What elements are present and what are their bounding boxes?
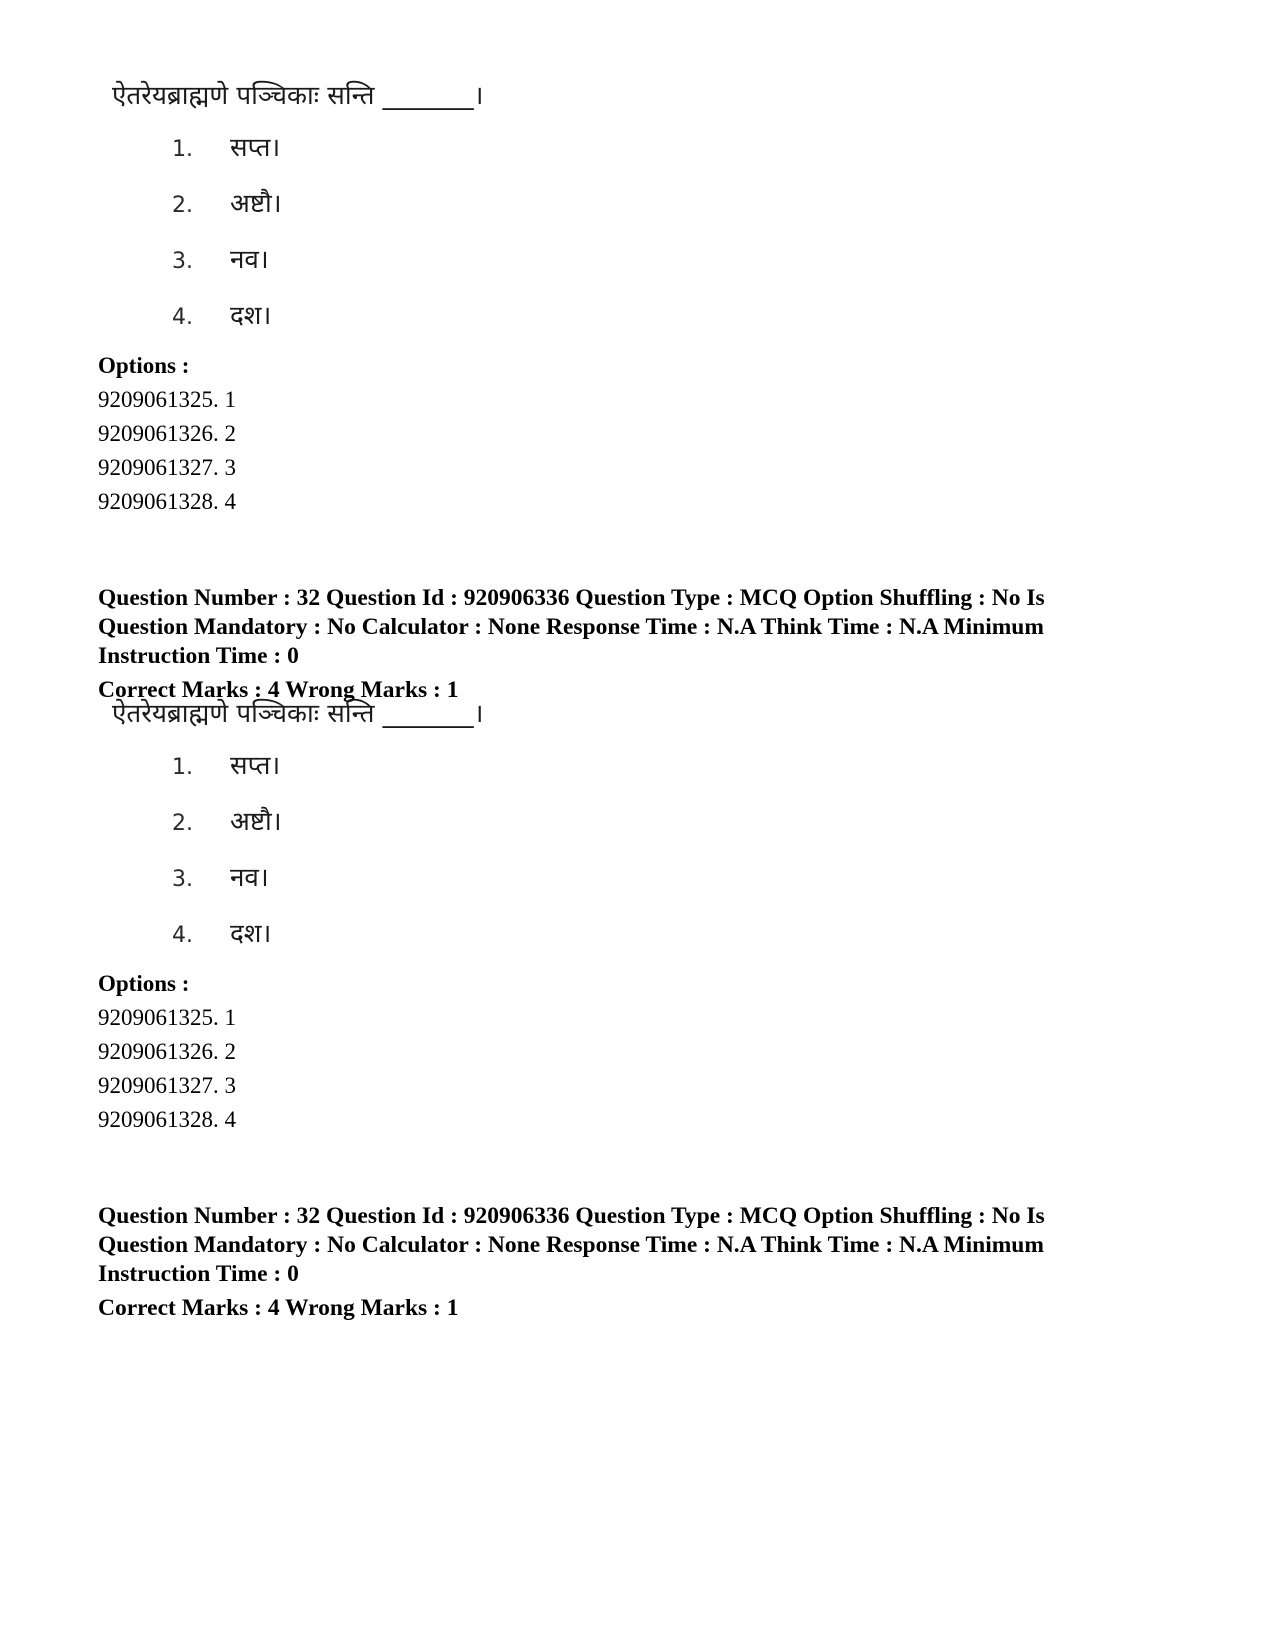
item-text: अष्टौ। — [230, 189, 282, 219]
option-row: 9209061327. 3 — [98, 1073, 236, 1098]
question-stem: ऐतरेयब्राह्मणे पञ्चिकाः सन्ति _______। — [112, 81, 484, 111]
item-number: 1. — [172, 137, 193, 162]
option-row: 9209061326. 2 — [98, 1039, 236, 1064]
question-item — [172, 914, 271, 954]
meta-line: Question Mandatory : No Calculator : None Response Time : N.A Think Time : N.A Minimum — [98, 1232, 1044, 1258]
meta-line: Instruction Time : 0 — [98, 1261, 299, 1287]
option-row: 9209061325. 1 — [98, 1005, 236, 1030]
option-row: 9209061325. 1 — [98, 387, 236, 412]
item-text: अष्टौ। — [230, 807, 282, 837]
item-text: दश। — [230, 919, 272, 949]
item-text: सप्त। — [230, 751, 281, 781]
options-header: Options : — [98, 353, 190, 378]
question-image — [0, 70, 1275, 370]
marks-line: Correct Marks : 4 Wrong Marks : 1 — [98, 1295, 459, 1321]
meta-line: Question Mandatory : No Calculator : None Response Time : N.A Think Time : N.A Minimum — [98, 614, 1044, 640]
item-number: 2. — [172, 193, 193, 218]
question-item — [172, 184, 282, 224]
item-number: 4. — [172, 305, 193, 330]
question-item — [172, 802, 282, 842]
item-number: 3. — [172, 867, 193, 892]
item-number: 4. — [172, 923, 193, 948]
option-row: 9209061328. 4 — [98, 489, 236, 514]
option-row: 9209061328. 4 — [98, 1107, 236, 1132]
item-number: 2. — [172, 811, 193, 836]
question-item — [172, 296, 271, 336]
meta-line: Instruction Time : 0 — [98, 643, 299, 669]
options-list — [98, 967, 236, 1137]
question-item — [172, 858, 269, 898]
question-item — [172, 746, 280, 786]
meta-line: Question Number : 32 Question Id : 920906336 Question Type : MCQ Option Shuffling : No Is — [98, 1203, 1045, 1229]
options-list — [98, 349, 236, 519]
question-item — [172, 240, 269, 280]
item-text: दश। — [230, 301, 272, 331]
meta-line: Question Number : 32 Question Id : 920906336 Question Type : MCQ Option Shuffling : No Is — [98, 585, 1045, 611]
question-meta — [98, 1202, 1208, 1323]
marks-line: Correct Marks : 4 Wrong Marks : 1 — [98, 677, 459, 703]
question-meta — [98, 584, 1208, 705]
question-item — [172, 128, 280, 168]
item-text: नव। — [230, 245, 269, 275]
options-header: Options : — [98, 971, 190, 996]
item-number: 3. — [172, 249, 193, 274]
question-stem: ऐतरेयब्राह्मणे पञ्चिकाः सन्ति _______। — [112, 699, 484, 729]
option-row: 9209061326. 2 — [98, 421, 236, 446]
item-number: 1. — [172, 755, 193, 780]
item-text: नव। — [230, 863, 269, 893]
question-image — [0, 688, 1275, 988]
option-row: 9209061327. 3 — [98, 455, 236, 480]
item-text: सप्त। — [230, 133, 281, 163]
